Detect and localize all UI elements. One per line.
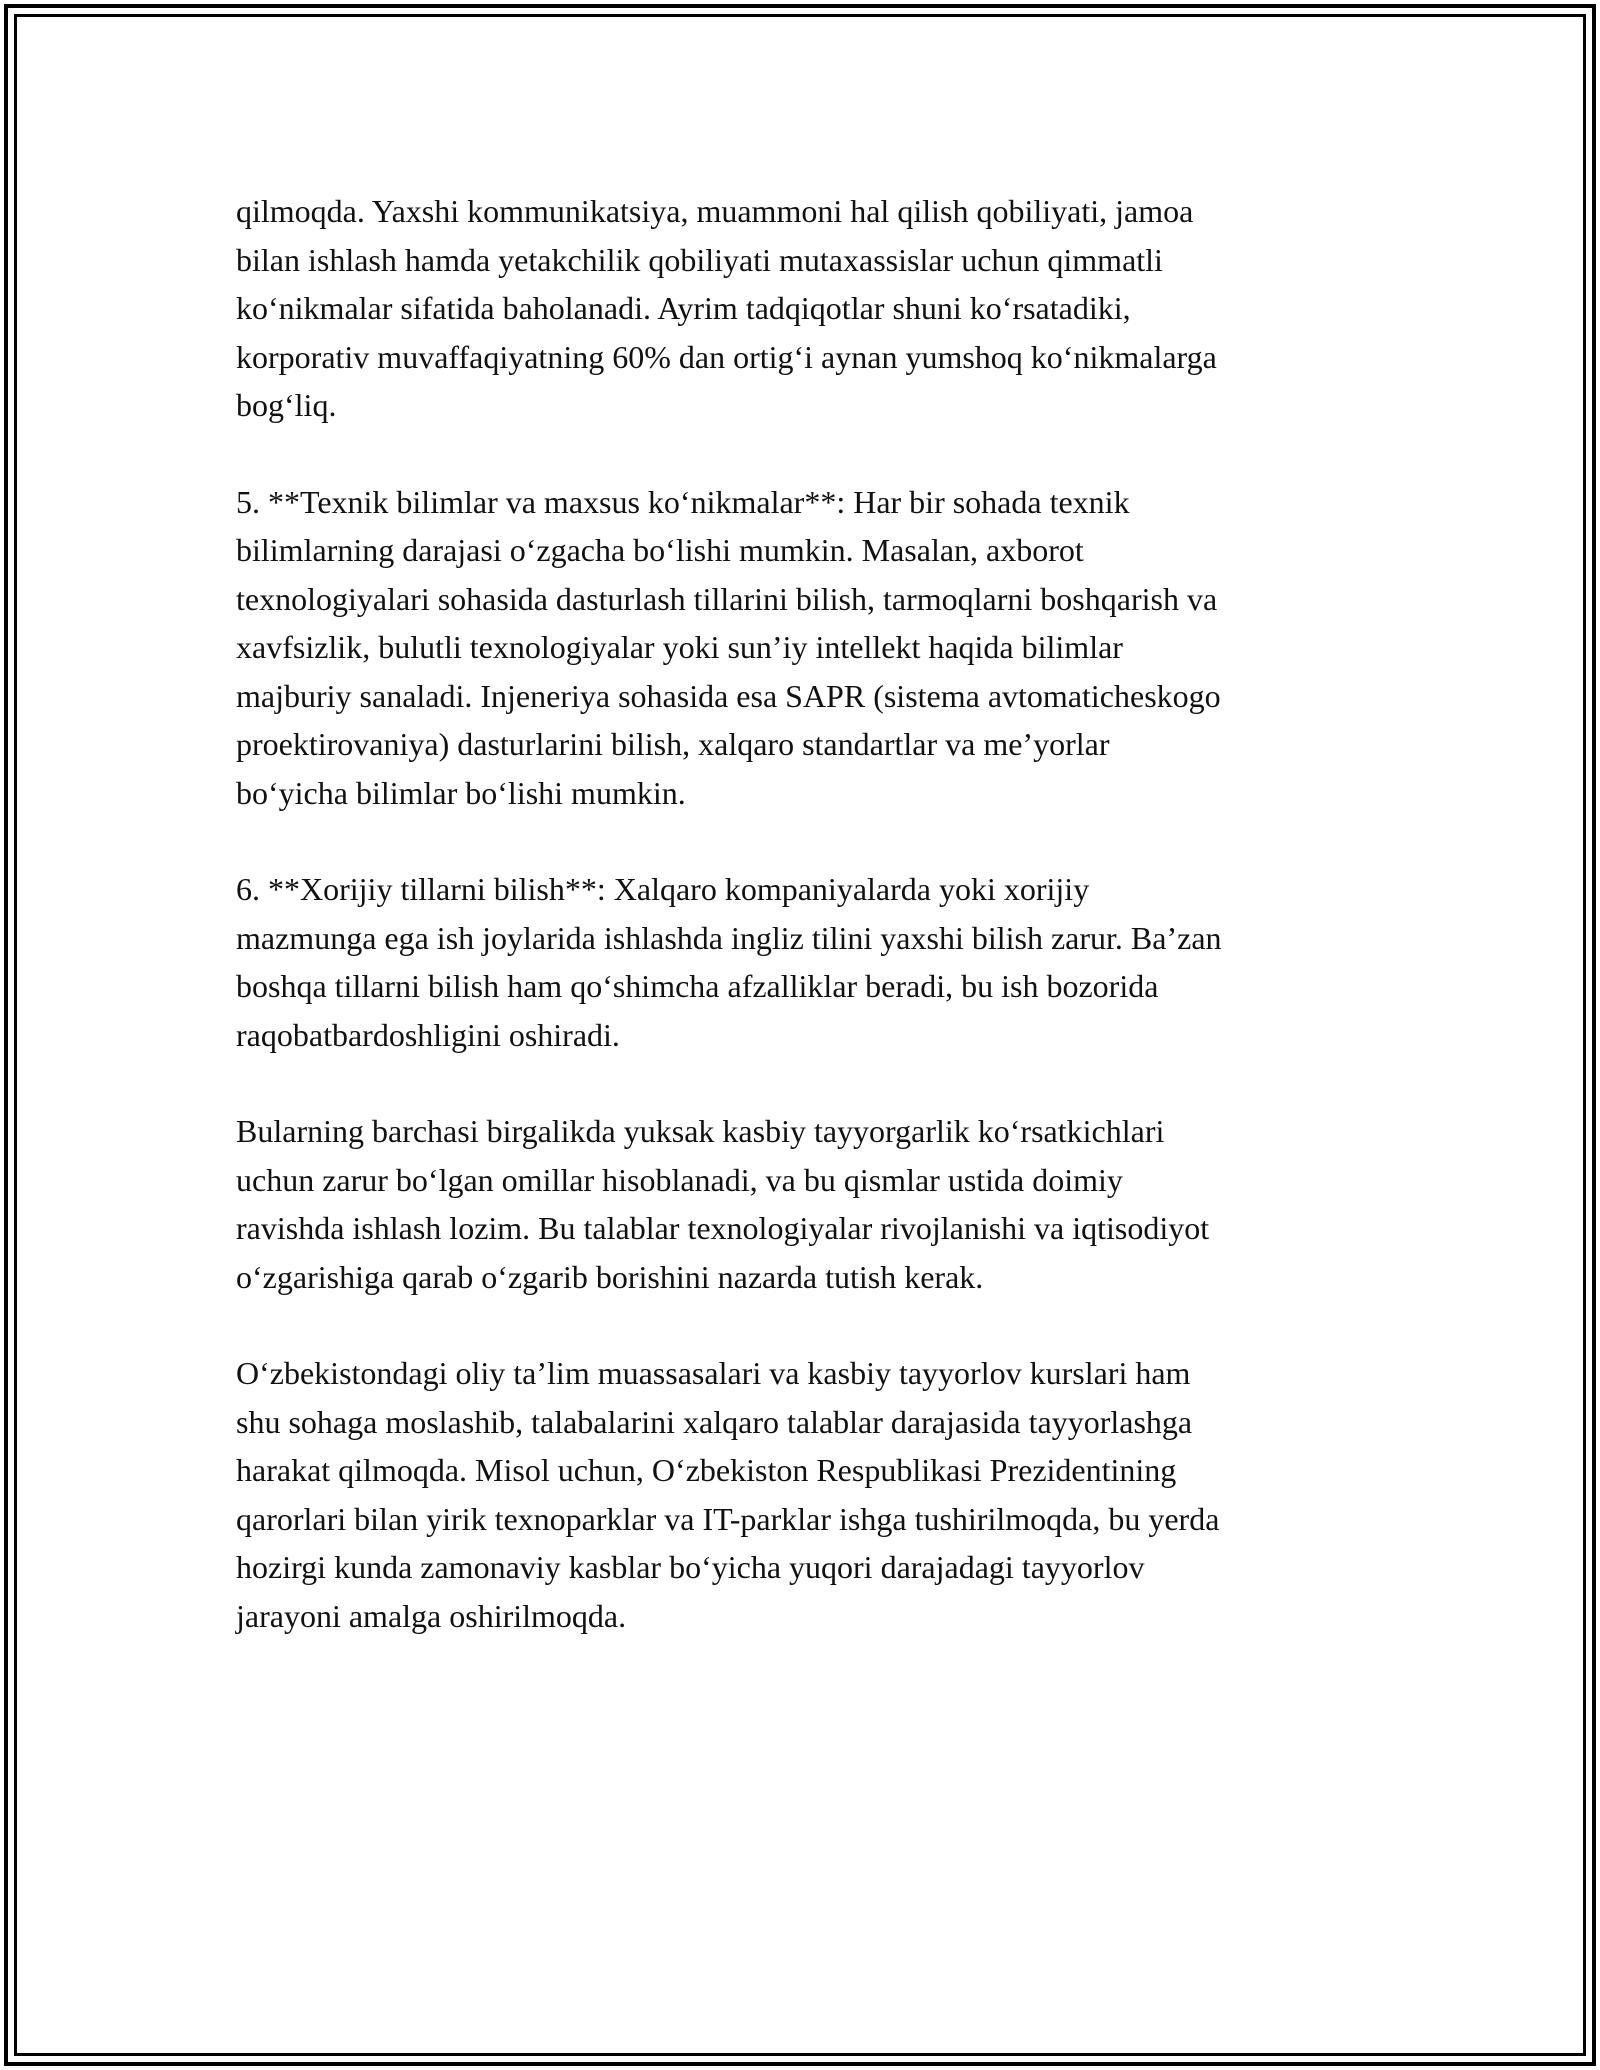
paragraph-technical-knowledge: 5. **Texnik bilimlar va maxsus ko‘nikmalar**: Har bir sohada texnik bilimlarning darajasi o‘zgacha bo‘lishi mumkin. Masalan, axborot texnologiyalari sohasida dasturlash tillarini bilish, tarmoqlarni boshqarish va xavfsizlik, bulutli texnologiyalar yoki sun’iy intellekt haqida bilimlar majburiy sanaladi. Injeneriya sohasida esa SAPR (sistema avtomaticheskogo proektirovaniya) dasturlarini bilish, xalqaro standartlar va me’yorlar bo‘yicha bilimlar bo‘lishi mumkin. xyxy=(236,483,1221,811)
paragraph-foreign-languages: 6. **Xorijiy tillarni bilish**: Xalqaro kompaniyalarda yoki xorijiy mazmunga ega ish joylarida ishlashda ingliz tilini yaxshi bilish zarur. Ba’zan boshqa tillarni bilish ham qo‘shimcha afzalliklar beradi, bu ish bozorida raqobatbardoshligini oshiradi. xyxy=(236,871,1222,1053)
document-body xyxy=(236,187,1386,1688)
paragraph-uzbekistan-education: O‘zbekistondagi oliy ta’lim muassasalari va kasbiy tayyorlov kurslari ham shu sohaga moslashib, talabalarini xalqaro talablar darajasida tayyorlashga harakat qilmoqda. Misol uchun, O‘zbekiston Respublikasi Prezidentining qarorlari bilan yirik texnoparklar va IT-parklar ishga tushirilmoqda, bu yerda hozirgi kunda zamonaviy kasblar bo‘yicha yuqori darajadagi tayyorlov jarayoni amalga oshirilmoqda. xyxy=(236,1355,1220,1634)
paragraph-summary: Bularning barchasi birgalikda yuksak kasbiy tayyorgarlik ko‘rsatkichlari uchun zarur bo‘lgan omillar hisoblanadi, va bu qismlar ustida doimiy ravishda ishlash lozim. Bu talablar texnologiyalar rivojlanishi va iqtisodiyot o‘zgarishiga qarab o‘zgarib borishini nazarda tutish kerak. xyxy=(236,1113,1210,1295)
paragraph-soft-skills-continuation: qilmoqda. Yaxshi kommunikatsiya, muammoni hal qilish qobiliyati, jamoa bilan ishlash hamda yetakchilik qobiliyati mutaxassislar uchun qimmatli ko‘nikmalar sifatida baholanadi. Ayrim tadqiqotlar shuni ko‘rsatadiki, korporativ muvaffaqiyatning 60% dan ortig‘i aynan yumshoq ko‘nikmalarga bog‘liq. xyxy=(236,193,1217,423)
